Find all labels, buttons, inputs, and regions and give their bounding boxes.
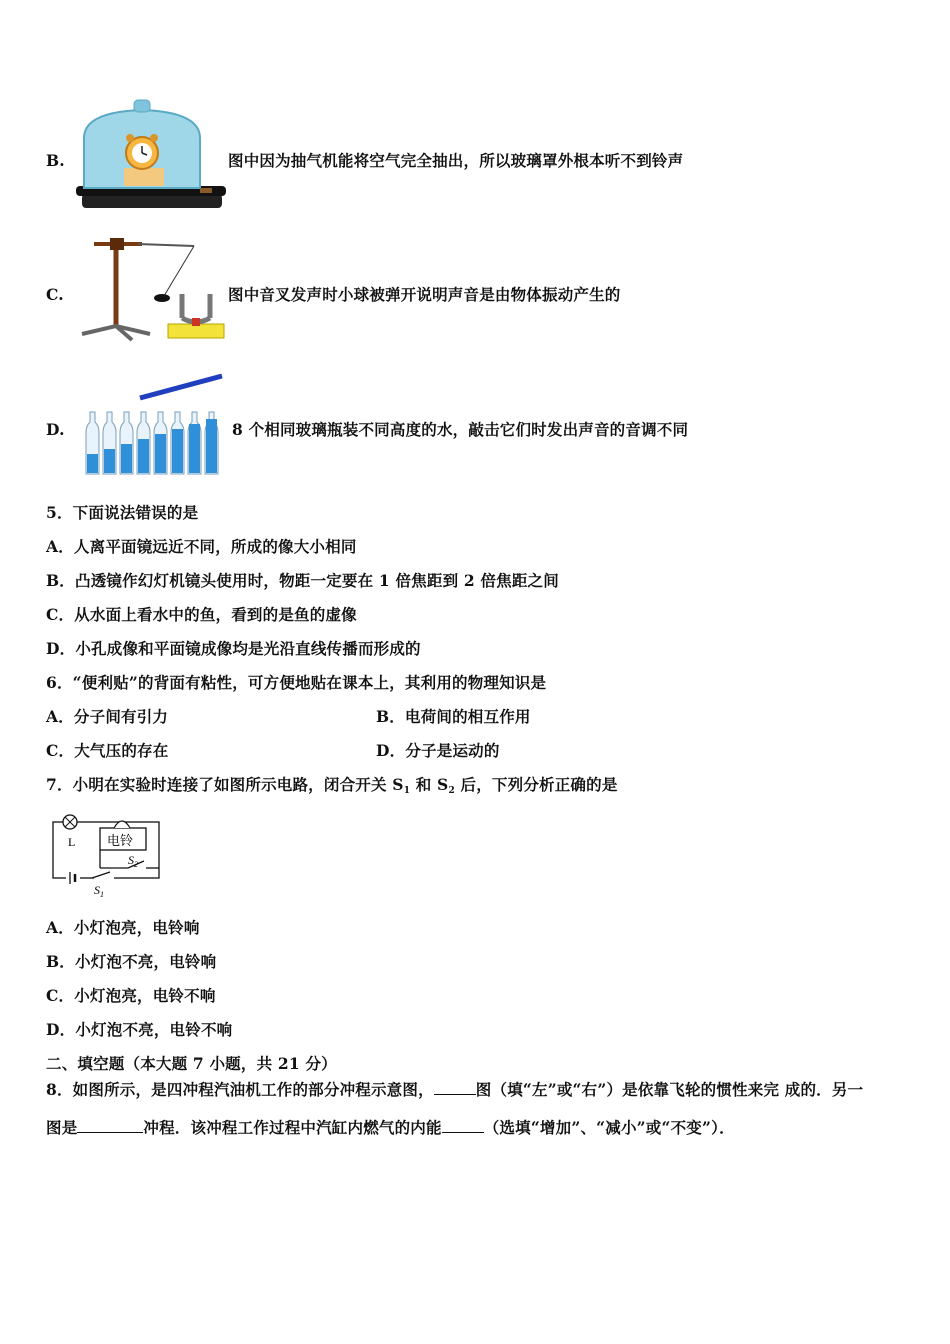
bottle	[205, 412, 218, 474]
tuning-fork-figure	[72, 234, 230, 348]
option-b-text: 图中因为抽气机能将空气完全抽出，所以玻璃罩外根本听不到铃声	[228, 151, 684, 170]
q5-stem: 5．下面说法错误的是	[46, 503, 199, 522]
bell-label: 电铃	[107, 833, 134, 848]
q5-option-b: B．凸透镜作幻灯机镜头使用时，物距一定要在 1 倍焦距到 2 倍焦距之间	[46, 571, 559, 590]
q6-option-a: A．分子间有引力	[46, 707, 169, 726]
option-d-text: 8 个相同玻璃瓶装不同高度的水，敲击它们时发出声音的音调不同	[232, 420, 689, 439]
q5-option-a: A．人离平面镜远近不同，所成的像大小相同	[46, 537, 357, 556]
q7-stem: 7．小明在实验时连接了如图所示电路，闭合开关 $S_1$ 和 $S_2$ 后，下列分析正确的是	[46, 775, 618, 796]
bottle	[154, 412, 167, 474]
lamp-label: L	[68, 835, 76, 849]
blank-3	[442, 1118, 484, 1133]
option-letter-c: C.	[46, 285, 64, 304]
q5-option-c: C．从水面上看水中的鱼，看到的是鱼的虚像	[46, 605, 357, 624]
circuit-diagram	[50, 808, 170, 900]
q6-option-b: B．电荷间的相互作用	[376, 707, 531, 726]
option-letter-d: D.	[46, 420, 65, 439]
option-c-text: 图中音叉发声时小球被弹开说明声音是由物体振动产生的	[228, 285, 621, 304]
bottles-figure	[80, 370, 230, 482]
section-heading: 二、填空题（本大题 7 小题，共 21 分）	[46, 1054, 337, 1073]
bottle	[171, 412, 184, 474]
bottle	[120, 412, 133, 474]
blank-2	[77, 1118, 143, 1133]
bottle	[188, 412, 201, 474]
q7-option-c: C．小灯泡亮，电铃不响	[46, 986, 216, 1005]
bell-jar-figure	[72, 98, 230, 214]
s1-label: $S_1$	[94, 883, 104, 899]
q6-option-c: C．大气压的存在	[46, 741, 169, 760]
q6-stem: 6．“便利贴”的背面有粘性，可方便地贴在课本上，其利用的物理知识是	[46, 673, 547, 692]
option-letter-b: B.	[46, 151, 65, 170]
bottle	[137, 412, 150, 474]
q8-line1: 8．如图所示，是四冲程汽油机工作的部分冲程示意图， 图（填“左”或“右”）是依靠飞轮的惯性来完 成的．另一	[46, 1080, 864, 1099]
bottle	[103, 412, 116, 474]
q8-line2: 图是 冲程．该冲程工作过程中汽缸内燃气的内能 （选填“增加”、“减小”或“不变”）．	[46, 1118, 735, 1137]
q5-option-d: D．小孔成像和平面镜成像均是光沿直线传播而形成的	[46, 639, 421, 658]
blank-1	[434, 1080, 476, 1095]
q7-option-a: A．小灯泡亮，电铃响	[46, 918, 200, 937]
bottle	[86, 412, 99, 474]
q7-option-b: B．小灯泡不亮，电铃响	[46, 952, 217, 971]
q7-option-d: D．小灯泡不亮，电铃不响	[46, 1020, 233, 1039]
q6-option-d: D．分子是运动的	[376, 741, 500, 760]
s2-label: $S_2$	[128, 853, 138, 869]
